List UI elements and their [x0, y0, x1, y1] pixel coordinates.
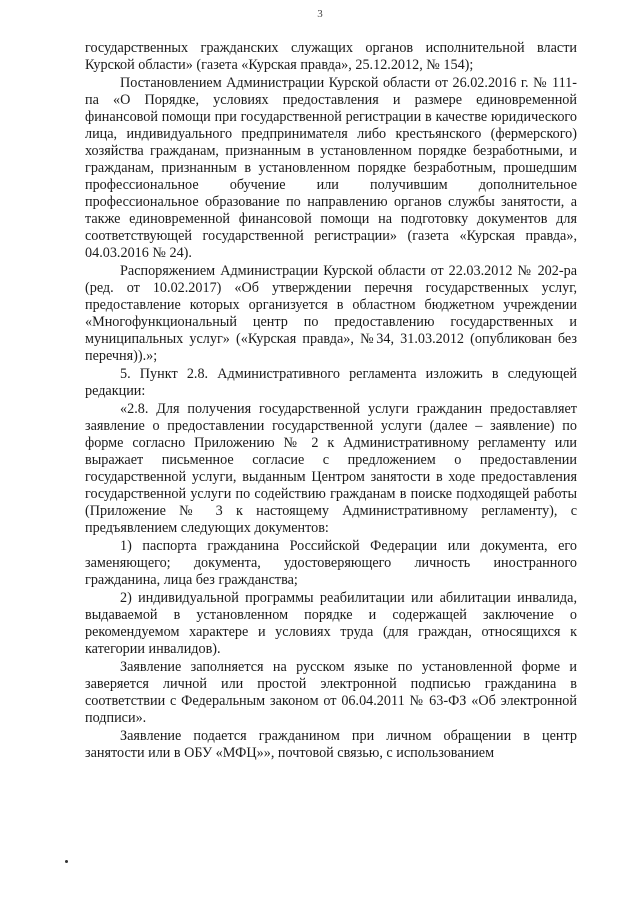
paragraph-clause-2-8: «2.8. Для получения государственной услуги гражданин предоставляет заявление о предоставлении государственной услуги (далее – заявление) по форме согласно Приложению № 2 к Административному регламенту или выражает письменное согласие с предложением о предоставлении государственной услуги, выданным Центром занятости в ходе предоставления государственной услуги по содействию гражданам в поиске подходящей работы (Приложение № 3 к настоящему Административному регламенту), с предъявлением следующих документов: [85, 401, 577, 536]
paragraph-application-language: Заявление заполняется на русском языке по установленной форме и заверяется личной или простой электронной подписью гражданина в соответствии с Федеральным законом от 06.04.2011 № 63-ФЗ «Об электронной подписи». [85, 659, 577, 726]
paragraph-continuation: государственных гражданских служащих органов исполнительной власти Курской области» (газета «Курская правда», 25.12.2012, № 154); [85, 40, 577, 73]
paragraph-item-5: 5. Пункт 2.8. Административного регламента изложить в следующей редакции: [85, 366, 577, 399]
scan-dot-mark [65, 860, 68, 863]
paragraph-application-submission: Заявление подается гражданином при личном обращении в центр занятости или в ОБУ «МФЦ»», почтовой связью, с использованием [85, 728, 577, 761]
page-number: 3 [317, 8, 323, 20]
paragraph-order-202ra: Распоряжением Администрации Курской области от 22.03.2012 № 202-ра (ред. от 10.02.2017) «Об утверждении перечня государственных услуг, предоставление которых организуется в областном бюджетном учреждении «Многофункциональный центр по предоставлению государственных и муниципальных услуг» («Курская правда», №34, 31.03.2012 (опубликован без перечня)).»; [85, 263, 577, 364]
list-item-passport: 1) паспорта гражданина Российской Федерации или документа, его заменяющего; документа, удостоверяющего личность иностранного гражданина, лица без гражданства; [85, 538, 577, 588]
document-body [85, 40, 577, 762]
list-item-rehabilitation: 2) индивидуальной программы реабилитации или абилитации инвалида, выдаваемой в установленном порядке и содержащей заключение о рекомендуемом характере и условиях труда (для граждан, относящихся к категории инвалидов). [85, 590, 577, 657]
paragraph-resolution-111pa: Постановлением Администрации Курской области от 26.02.2016 г. № 111-па «О Порядке, условиях предоставления и размере единовременной финансовой помощи при государственной регистрации в качестве юридического лица, индивидуального предпринимателя либо крестьянского (фермерского) хозяйства гражданам, признанным в установленном порядке безработными, и гражданам, признанным в установленном порядке безработным, прошедшим профессиональное обучение или получившим дополнительное профессиональное образование по направлению органов службы занятости, а также единовременной финансовой помощи на подготовку документов для соответствующей государственной регистрации» (газета «Курская правда», 04.03.2016 № 24). [85, 75, 577, 261]
